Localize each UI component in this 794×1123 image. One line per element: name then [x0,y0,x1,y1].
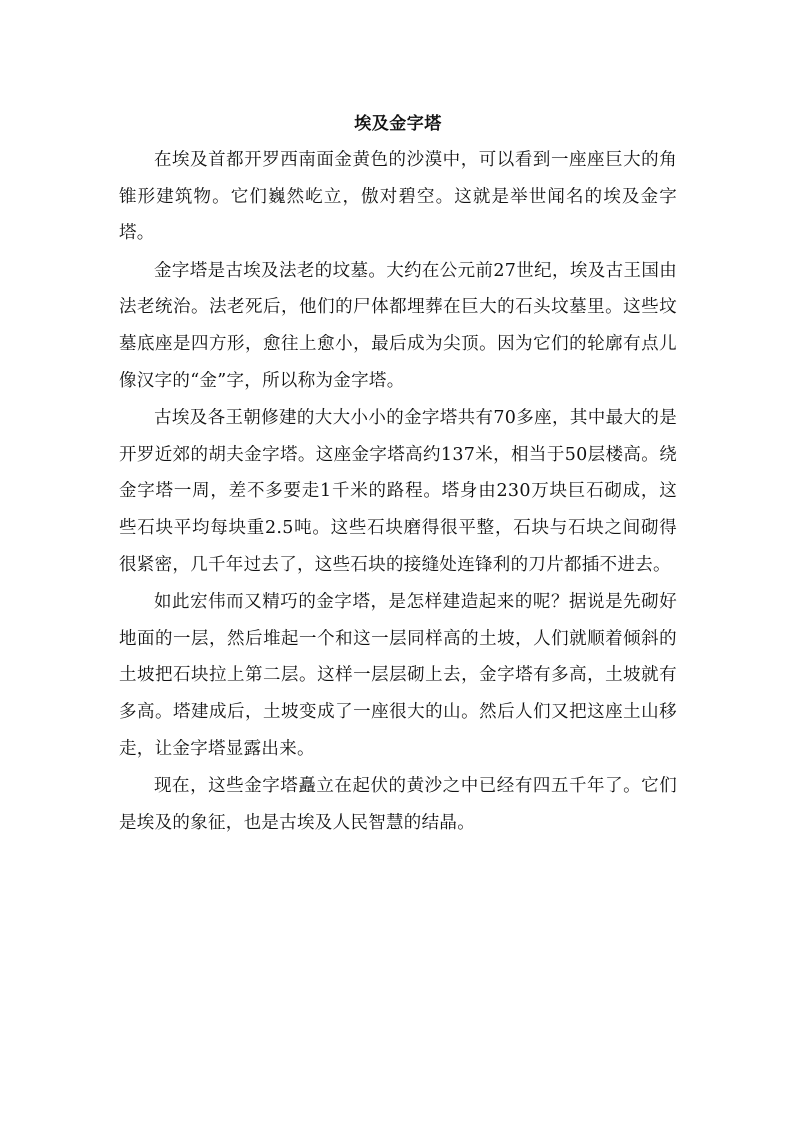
document-page [119,106,677,841]
paragraph-2: 金字塔是古埃及法老的坟墓。大约在公元前27世纪，埃及古王国由法老统治。法老死后，他们的尸体都埋葬在巨大的石头坟墓里。这些坟墓底座是四方形，愈往上愈小，最后成为尖顶。因为它们的轮廓有点儿像汉字的“金”字，所以称为金字塔。 [119,260,677,391]
paragraph-5: 现在，这些金字塔矗立在起伏的黄沙之中已经有四五千年了。它们是埃及的象征，也是古埃及人民智慧的结晶。 [119,776,677,833]
paragraph-4: 如此宏伟而又精巧的金字塔，是怎样建造起来的呢？据说是先砌好地面的一层，然后堆起一个和这一层同样高的土坡，人们就顺着倾斜的土坡把石块拉上第二层。这样一层层砌上去，金字塔有多高，土坡就有多高。塔建成后，土坡变成了一座很大的山。然后人们又把这座土山移走，让金字塔显露出来。 [119,592,677,759]
paragraph-1: 在埃及首都开罗西南面金黄色的沙漠中，可以看到一座座巨大的角锥形建筑物。它们巍然屹立，傲对碧空。这就是举世闻名的埃及金字塔。 [119,150,677,244]
document-title: 埃及金字塔 [354,114,442,134]
paragraph-3: 古埃及各王朝修建的大大小小的金字塔共有70多座，其中最大的是开罗近郊的胡夫金字塔。这座金字塔高约137米，相当于50层楼高。绕金字塔一周，差不多要走1千米的路程。塔身由230万块巨石砌成，这些石块平均每块重2.5吨。这些石块磨得很平整，石块与石块之间砌得很紧密，几千年过去了，这些石块的接缝处连锋利的刀片都插不进去。 [119,408,677,575]
